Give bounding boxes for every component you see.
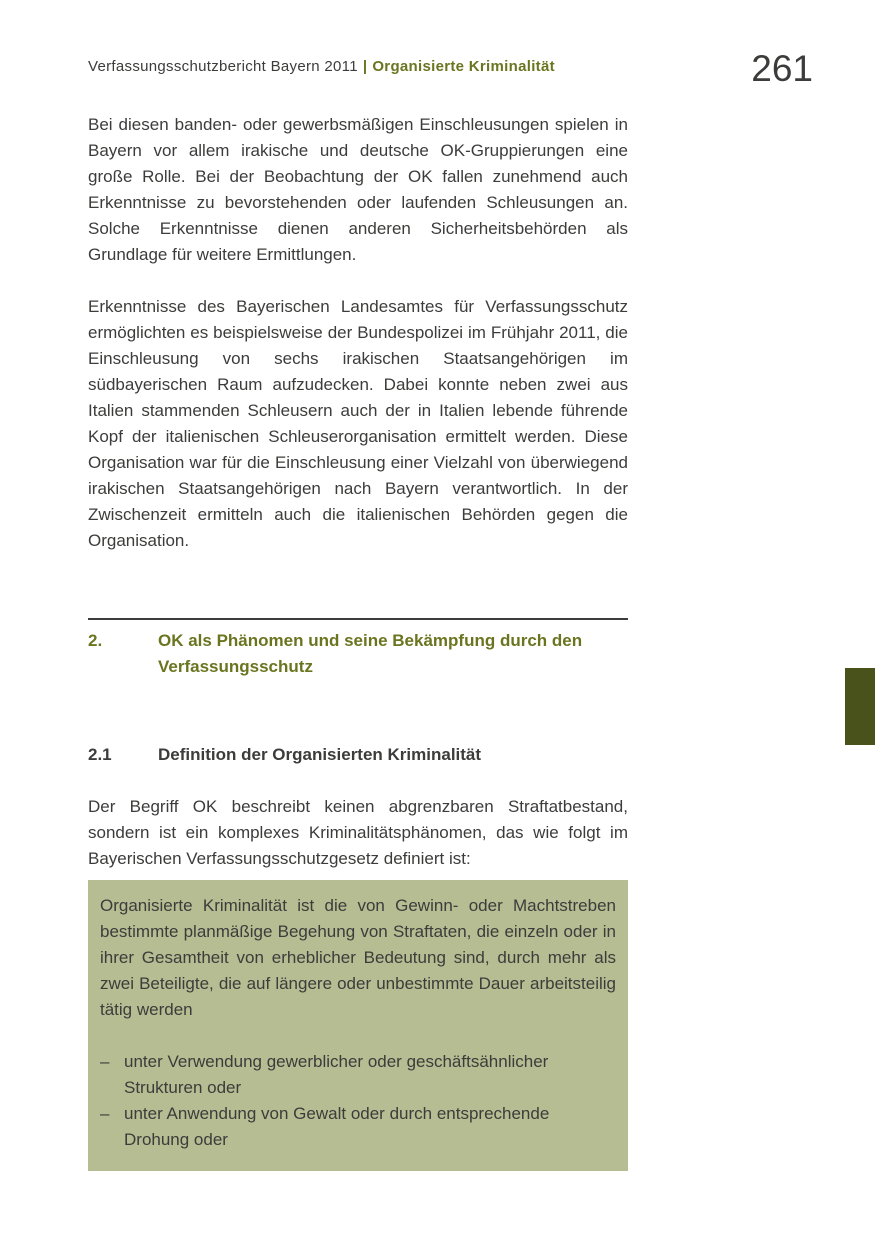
subsection-number: 2.1 [88,745,112,764]
section-divider-rule [88,618,628,620]
paragraph-erkenntnisse-bundespolizei: Erkenntnisse des Bayerischen Landesamtes für Verfassungsschutz ermöglichten es beispielsweise der Bundespolizei im Frühjahr 2011, die Einschleusung von sechs irakischen Staatsangehörigen im südbayerischen Raum aufzudecken. Dabei konnte neben zwei aus Italien stammenden Schleusern auch der in Italien lebende führende Kopf der italienischen Schleuserorganisation ermittelt werden. Diese Organisation war für die Einschleusung einer Vielzahl von überwiegend irakischen Staatsangehörigen nach Bayern verantwortlich. In der Zwischenzeit ermitteln auch die italienischen Behörden gegen die Organisation. [88,297,628,550]
chapter-edge-tab [845,668,875,745]
section-2-block [88,618,628,680]
subsection-title: Definition der Organisierten Kriminalität [158,745,482,764]
running-title-chapter: Organisierte Kriminalität [372,58,555,75]
paragraph-definition-intro: Der Begriff OK beschreibt keinen abgrenzbaren Straftatbestand, sondern ist ein komplexes Kriminalitätsphänomen, das wie folgt im Bayerischen Verfassungsschutzgesetz definiert ist: [88,797,628,868]
definition-box-list [100,1049,616,1153]
paragraph-einschleusungen: Bei diesen banden- oder gewerbsmäßigen Einschleusungen spielen in Bayern vor allem irakische und deutsche OK-Gruppierungen eine große Rolle. Bei der Beobachtung der OK fallen zunehmend auch Erkenntnisse zu bevorstehenden oder laufenden Schleusungen an. Solche Erkenntnisse dienen anderen Sicherheitsbehörden als Grundlage für weitere Ermittlungen. [88,115,628,264]
definition-highlight-box [88,880,628,1171]
dash-bullet-marker: – [100,1104,110,1123]
page-number: 261 [751,48,813,89]
content-column [88,112,628,1171]
list-item [100,1101,616,1153]
section-title: OK als Phänomen und seine Bekämpfung durch den Verfassungsschutz [158,631,583,676]
subsection-2-1-heading [88,742,628,768]
section-number: 2. [88,631,103,650]
running-title-report: Verfassungsschutzbericht Bayern 2011 [88,58,358,75]
definition-box-body: Organisierte Kriminalität ist die von Gewinn- oder Machtstreben bestimmte planmäßige Begehung von Straftaten, die einzeln oder in ihrer Gesamtheit von erheblicher Bedeutung sind, durch mehr als zwei Beteiligte, die auf längere oder unbestimmte Dauer arbeitsteilig tätig werden [100,896,616,1019]
dash-bullet-marker: – [100,1052,110,1071]
running-title [88,58,555,75]
list-item [100,1049,616,1101]
running-title-separator: | [362,58,368,75]
section-2-heading [88,628,628,680]
bullet-text: unter Verwendung gewerblicher oder geschäftsähnlicher Strukturen oder [124,1052,549,1097]
bullet-text: unter Anwendung von Gewalt oder durch entsprechende Drohung oder [124,1104,550,1149]
